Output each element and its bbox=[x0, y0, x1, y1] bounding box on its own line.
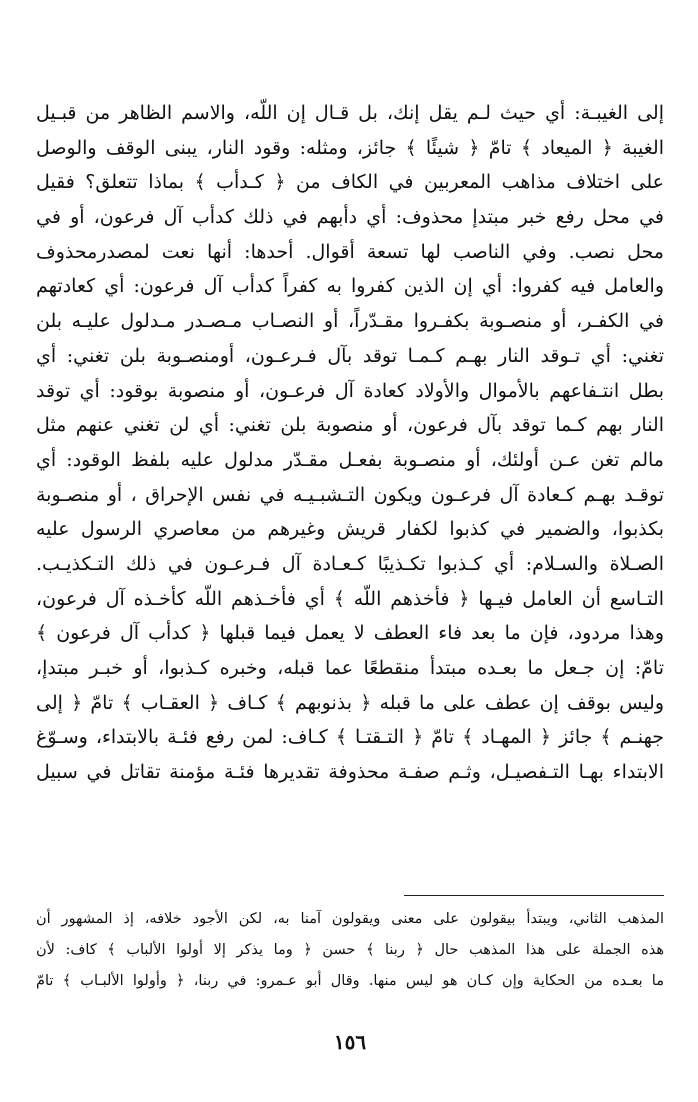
footnote-line: ما بعـده من الحكاية وإن كـان هو ليس منها. وقال أبو عـمرو: في ربنا، ﴿ وأولوا الألبـاب ﴾ تامّ bbox=[36, 973, 664, 989]
document-page bbox=[36, 96, 664, 1086]
text-line: توقـد بهـم كـعادة آل فرعـون ويكون التـشبـيـه في نفس الإحراق ، أو منصـوبة bbox=[36, 483, 664, 506]
text-line: مالم تغن عـن أولئك، أو منصـوبة بفعـل مقـدّر مدلول عليه بلفظ الوقود: أي bbox=[36, 448, 664, 471]
page-number: ١٥٦ bbox=[333, 1030, 367, 1054]
text-line: النار بهم كـما توقد بآل فرعون، أو منصوبة بلن تغني: أي لن تغني عنهم مثل bbox=[36, 414, 664, 437]
main-text-block bbox=[36, 96, 664, 790]
footnote-separator bbox=[404, 895, 664, 896]
text-line: في محل رفع خبر مبتدإ محذوف: أي دأبهم في ذلك كدأب آل فرعون، أو في bbox=[36, 206, 664, 229]
text-line: محل نصب. وفي الناصب لها تسعة أقوال. أحدها: أنها نعت لمصدرمحذوف bbox=[36, 240, 664, 263]
text-line: في الكفـر، أو منصـوبة بكفـروا مقـدّراً، أو النصـاب مـصـدر مـدلول عليـه بلن bbox=[36, 310, 664, 333]
text-line: الصـلاة والسـلام: أي كـذبوا تكـذيبًا كـعـادة آل فـرعـون في ذلك التـكذيـب. bbox=[36, 552, 664, 575]
text-line: الابتداء بهـا التـفصيـل، وثـم صفـة محذوفة تقديرها فئـة مؤمنة تقاتل في سبيل bbox=[36, 761, 664, 784]
text-line: التـاسع أن العامل فيـها ﴿ فأخذهم اللّه ﴾ أي فأخـذهم اللّه كأخـذه آل فرعون، bbox=[36, 587, 664, 610]
text-line: الغيبة ﴿ الميعاد ﴾ تامّ ﴿ شيئًا ﴾ جائز، ومثله: وقود النار، يبنى الوقف والوصل bbox=[36, 136, 664, 159]
text-line: والعامل فيه كفروا: أي إن الذين كفروا به كفراً كدأب آل فرعون: أي كعادتهم bbox=[36, 275, 664, 298]
text-line: تامّ: إن جـعل ما بعـده مبتدأ منقطعًا عما قبله، وخبره كـذبوا، أو خبـر مبتدإ، bbox=[36, 657, 664, 679]
footnotes-block bbox=[36, 904, 664, 997]
text-line: وليس بوقف إن عطف على ما قبله ﴿ بذنوبهم ﴾ كـاف ﴿ العقـاب ﴾ تامّ ﴿ إلى bbox=[36, 691, 664, 714]
text-line: بكذبوا، والضمير في كذبوا لكفار قريش وغيرهم من معاصري الرسول عليه bbox=[36, 518, 664, 541]
text-line: إلى الغيبـة: أي حيث لـم يقل إنك، بل قـال إن اللّه، والاسم الظاهر من قبـيل bbox=[36, 102, 664, 124]
text-line: بطل انتـفاعهم بالأموال والأولاد كعادة آل فرعـون، أو منصوبة بوقود: أي توقد bbox=[36, 379, 664, 402]
text-line: جهنـم ﴾ جائز ﴿ المهـاد ﴾ تامّ ﴿ التـقتـا ﴾ كـاف: لمن رفع فئـة بالابتداء، وسـوّغ bbox=[36, 726, 664, 749]
footnote-line: هذه الجملة على هذا المذهب حال ﴿ ربنا ﴾ حسن ﴿ وما يذكر إلا أولوا الألباب ﴾ كاف: لأن bbox=[36, 942, 664, 958]
text-line: تغني: أي تـوقد النار بهـم كـمـا توقد بآل فـرعـون، أومنصـوبة بلن تغني: أي bbox=[36, 344, 664, 367]
footnote-line: المذهب الثاني، ويبتدأ بيقولون على معنى ويقولون آمنا به، لكن الأجود خلافه، إذ المشهور أن bbox=[36, 911, 664, 927]
text-line: وهذا مردود، فإن ما بعد فاء العطف لا يعمل فيما قبلها ﴿ كدأب آل فرعون ﴾ bbox=[36, 622, 664, 645]
text-line: على اختلاف مذاهب المعربين في الكاف من ﴿ كـدأب ﴾ بماذا تتعلق؟ فقيل bbox=[36, 171, 664, 194]
